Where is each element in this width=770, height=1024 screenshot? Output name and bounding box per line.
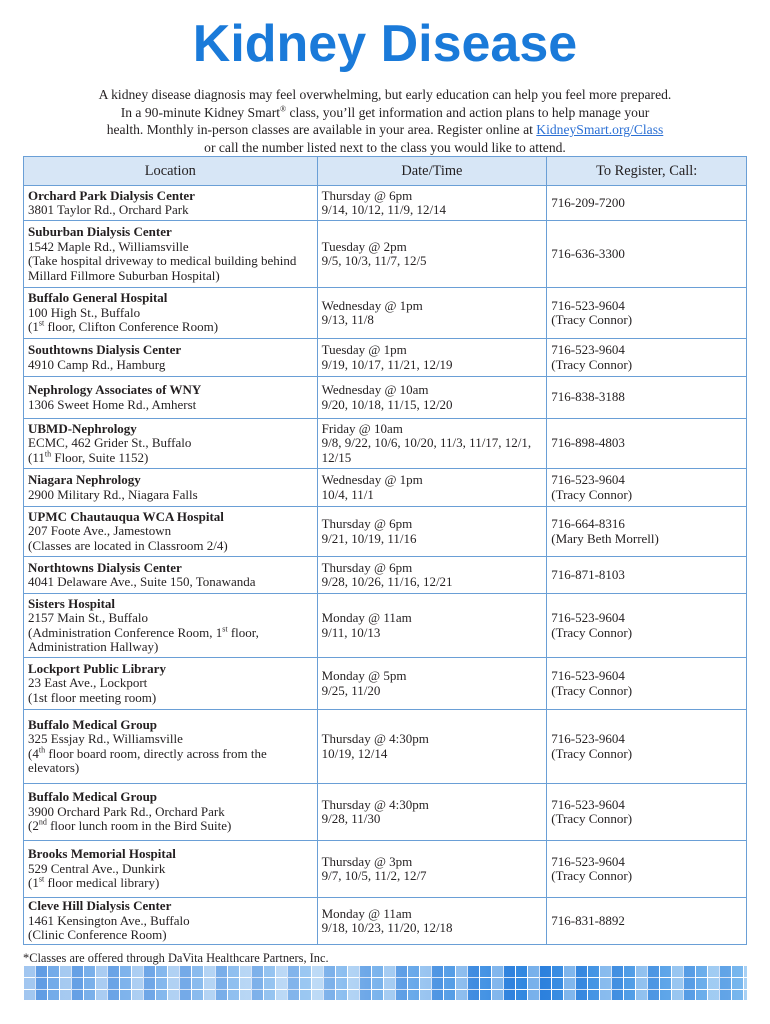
location-cell (24, 710, 318, 784)
table-row (24, 658, 747, 710)
phone-number[interactable]: 716-523-9604 (551, 853, 625, 869)
class-dates: 9/5, 10/3, 11/7, 12/5 (321, 253, 427, 268)
register-cell (547, 186, 747, 221)
class-dates: 10/19, 12/14 (321, 745, 388, 761)
phone-number[interactable]: 716-664-8316 (551, 516, 625, 531)
contact-name: (Tracy Connor) (551, 486, 633, 502)
phone-number[interactable]: 716-209-7200 (551, 194, 625, 210)
table-row (24, 784, 747, 841)
address-line: 100 High St., Buffalo (28, 304, 141, 320)
location-name: UBMD-Nephrology (28, 420, 137, 436)
contact-name: (Tracy Connor) (551, 682, 633, 698)
location-note: (1st floor medical library) (28, 874, 160, 891)
datetime-cell (317, 594, 547, 658)
register-link[interactable]: KidneySmart.org/Class (536, 122, 664, 138)
class-dates: 9/7, 10/5, 11/2, 12/7 (321, 868, 427, 883)
table-row (24, 221, 747, 288)
address-line: (1st floor meeting room) (28, 689, 157, 705)
phone-number[interactable]: 716-523-9604 (551, 668, 625, 683)
location-note: (11th Floor, Suite 1152) (28, 449, 149, 465)
table-row (24, 841, 747, 898)
register-cell (547, 784, 747, 841)
header-datetime: Date/Time (317, 157, 547, 186)
class-day-time: Friday @ 10am (321, 420, 403, 436)
class-dates: 9/20, 10/18, 11/15, 12/20 (321, 396, 453, 412)
class-day-time: Wednesday @ 10am (321, 382, 429, 397)
location-cell (24, 557, 318, 594)
register-cell (547, 594, 747, 658)
datetime-cell (317, 557, 547, 594)
location-name: Nephrology Associates of WNY (28, 382, 202, 397)
location-note: (Administration Conference Room, 1st floor, (28, 624, 259, 640)
address-line: elevators) (28, 760, 80, 775)
class-dates: 9/28, 10/26, 11/16, 12/21 (321, 574, 453, 589)
class-day-time: Wednesday @ 1pm (321, 297, 423, 313)
footnote: *Classes are offered through DaVita Healthcare Partners, Inc. (23, 951, 329, 965)
class-dates: 9/14, 10/12, 11/9, 12/14 (321, 202, 447, 217)
location-note: (1st floor, Clifton Conference Room) (28, 318, 219, 335)
location-cell (24, 784, 318, 841)
table-row (24, 557, 747, 594)
address-line: 207 Foote Ave., Jamestown (28, 523, 172, 539)
location-cell (24, 186, 318, 221)
location-cell (24, 288, 318, 339)
address-line: Millard Fillmore Suburban Hospital) (28, 267, 220, 283)
table-row (24, 898, 747, 945)
class-day-time: Thursday @ 3pm (321, 853, 413, 869)
datetime-cell (317, 288, 547, 339)
address-line: (Classes are located in Classroom 2/4) (28, 537, 228, 553)
address-line: 1306 Sweet Home Rd., Amherst (28, 396, 197, 412)
location-cell (24, 658, 318, 710)
location-name: Brooks Memorial Hospital (28, 846, 176, 862)
intro-line-2a: In a 90-minute Kidney Smart (120, 104, 281, 120)
location-name: Cleve Hill Dialysis Center (28, 898, 172, 914)
location-cell (24, 221, 318, 288)
phone-number[interactable]: 716-523-9604 (551, 297, 625, 313)
datetime-cell (317, 710, 547, 784)
class-day-time: Thursday @ 6pm (321, 516, 413, 531)
location-cell (24, 898, 318, 945)
class-day-time: Monday @ 11am (321, 610, 412, 625)
phone-number[interactable]: 716-871-8103 (551, 566, 625, 582)
address-line: 3900 Orchard Park Rd., Orchard Park (28, 803, 225, 819)
phone-number[interactable]: 716-523-9604 (551, 731, 625, 746)
register-cell (547, 377, 747, 419)
class-schedule-table (23, 156, 747, 945)
class-day-time: Thursday @ 4:30pm (321, 796, 429, 812)
address-line: (Clinic Conference Room) (28, 927, 167, 943)
phone-number[interactable]: 716-838-3188 (551, 389, 625, 405)
location-note: (4th floor board room, directly across from the (28, 745, 267, 761)
phone-number[interactable]: 716-523-9604 (551, 610, 625, 625)
address-line: ECMC, 462 Grider St., Buffalo (28, 435, 192, 451)
table-row (24, 419, 747, 469)
register-cell (547, 469, 747, 507)
address-line: 325 Essjay Rd., Williamsville (28, 731, 183, 746)
datetime-cell (317, 339, 547, 377)
table-row (24, 710, 747, 784)
location-name: Sisters Hospital (28, 595, 116, 611)
class-dates: 9/11, 10/13 (321, 624, 381, 640)
register-cell (547, 419, 747, 469)
class-dates: 9/8, 9/22, 10/6, 10/20, 11/3, 11/17, 12/1, (321, 435, 532, 451)
header-register: To Register, Call: (547, 157, 747, 186)
class-day-time: Thursday @ 6pm (321, 187, 413, 203)
decorative-tile-pattern (23, 966, 747, 1000)
datetime-cell (317, 898, 547, 945)
phone-number[interactable]: 716-523-9604 (551, 472, 625, 487)
class-dates: 9/18, 10/23, 11/20, 12/18 (321, 920, 453, 935)
location-name: Southtowns Dialysis Center (28, 342, 182, 357)
page-title: Kidney Disease (192, 15, 578, 73)
class-day-time: Tuesday @ 2pm (321, 238, 407, 254)
class-dates: 9/28, 11/30 (321, 811, 381, 826)
location-name: Northtowns Dialysis Center (28, 559, 182, 575)
register-cell (547, 710, 747, 784)
class-dates: 9/21, 10/19, 11/16 (321, 530, 417, 546)
location-cell (24, 507, 318, 557)
intro-line-1: A kidney disease diagnosis may feel overwhelming, but early education can help you feel more prepared. (98, 87, 672, 102)
contact-name: (Mary Beth Morrell) (551, 530, 659, 546)
register-cell (547, 841, 747, 898)
intro-line-3: health. Monthly in-person classes are available in your area. Register online at (106, 122, 537, 138)
class-dates: 9/19, 10/17, 11/21, 12/19 (321, 356, 453, 372)
datetime-cell (317, 841, 547, 898)
register-cell (547, 288, 747, 339)
register-cell (547, 557, 747, 594)
table-row (24, 339, 747, 377)
contact-name: (Tracy Connor) (551, 312, 633, 327)
location-cell (24, 419, 318, 469)
datetime-cell (317, 186, 547, 221)
phone-number[interactable]: 716-636-3300 (551, 245, 625, 261)
intro-line-2b: class, you’ll get information and action plans to help manage your (286, 104, 650, 120)
class-dates: 9/13, 11/8 (321, 312, 374, 327)
table-header-row (24, 157, 747, 186)
location-name: Niagara Nephrology (28, 472, 141, 487)
class-day-time: Monday @ 5pm (321, 668, 407, 683)
table-row (24, 469, 747, 507)
datetime-cell (317, 469, 547, 507)
contact-name: (Tracy Connor) (551, 356, 633, 372)
datetime-cell (317, 377, 547, 419)
register-cell (547, 221, 747, 288)
table-row (24, 377, 747, 419)
class-dates: 9/25, 11/20 (321, 682, 381, 698)
location-name: UPMC Chautauqua WCA Hospital (28, 508, 224, 524)
phone-number[interactable]: 716-523-9604 (551, 342, 625, 357)
address-line: (Take hospital driveway to medical building behind (28, 253, 297, 268)
class-day-time: Thursday @ 4:30pm (321, 731, 429, 746)
header-location: Location (24, 157, 318, 186)
intro-line-4: or call the number listed next to the class you would like to attend. (204, 139, 566, 155)
register-cell (547, 339, 747, 377)
address-line: 3801 Taylor Rd., Orchard Park (28, 202, 189, 217)
location-note: (2nd floor lunch room in the Bird Suite) (28, 817, 232, 834)
table-row (24, 594, 747, 658)
location-name: Lockport Public Library (28, 660, 166, 676)
class-dates: 10/4, 11/1 (321, 486, 374, 502)
phone-number[interactable]: 716-831-8892 (551, 912, 625, 928)
contact-name: (Tracy Connor) (551, 624, 633, 640)
datetime-cell (317, 419, 547, 469)
datetime-cell (317, 784, 547, 841)
address-line: 1542 Maple Rd., Williamsville (28, 238, 189, 254)
contact-name: (Tracy Connor) (551, 811, 633, 826)
table-row (24, 186, 747, 221)
address-line: 2900 Military Rd., Niagara Falls (28, 486, 198, 502)
phone-number[interactable]: 716-898-4803 (551, 435, 625, 451)
contact-name: (Tracy Connor) (551, 868, 633, 883)
table-row (24, 507, 747, 557)
address-line: 4041 Delaware Ave., Suite 150, Tonawanda (28, 574, 256, 589)
address-line: Administration Hallway) (28, 639, 159, 654)
address-line: 23 East Ave., Lockport (28, 675, 148, 691)
address-line: 529 Central Ave., Dunkirk (28, 860, 166, 876)
registered-mark: ® (280, 104, 287, 114)
address-line: 4910 Camp Rd., Hamburg (28, 356, 166, 372)
contact-name: (Tracy Connor) (551, 745, 633, 761)
class-day-time: Wednesday @ 1pm (321, 472, 423, 487)
location-cell (24, 377, 318, 419)
class-day-time: Thursday @ 6pm (321, 559, 413, 575)
table-row (24, 288, 747, 339)
register-cell (547, 898, 747, 945)
phone-number[interactable]: 716-523-9604 (551, 796, 625, 812)
location-cell (24, 841, 318, 898)
address-line: 2157 Main St., Buffalo (28, 610, 149, 625)
location-cell (24, 339, 318, 377)
datetime-cell (317, 221, 547, 288)
location-cell (24, 594, 318, 658)
address-line: 1461 Kensington Ave., Buffalo (28, 912, 190, 928)
register-cell (547, 507, 747, 557)
intro-paragraph (60, 86, 710, 156)
location-name: Buffalo Medical Group (28, 789, 158, 805)
location-name: Orchard Park Dialysis Center (28, 187, 195, 203)
datetime-cell (317, 658, 547, 710)
register-cell (547, 658, 747, 710)
location-cell (24, 469, 318, 507)
class-dates: 12/15 (321, 449, 352, 465)
location-name: Suburban Dialysis Center (28, 224, 172, 239)
location-name: Buffalo Medical Group (28, 716, 158, 732)
class-day-time: Monday @ 11am (321, 905, 412, 921)
location-name: Buffalo General Hospital (28, 290, 168, 306)
datetime-cell (317, 507, 547, 557)
class-day-time: Tuesday @ 1pm (321, 342, 407, 357)
